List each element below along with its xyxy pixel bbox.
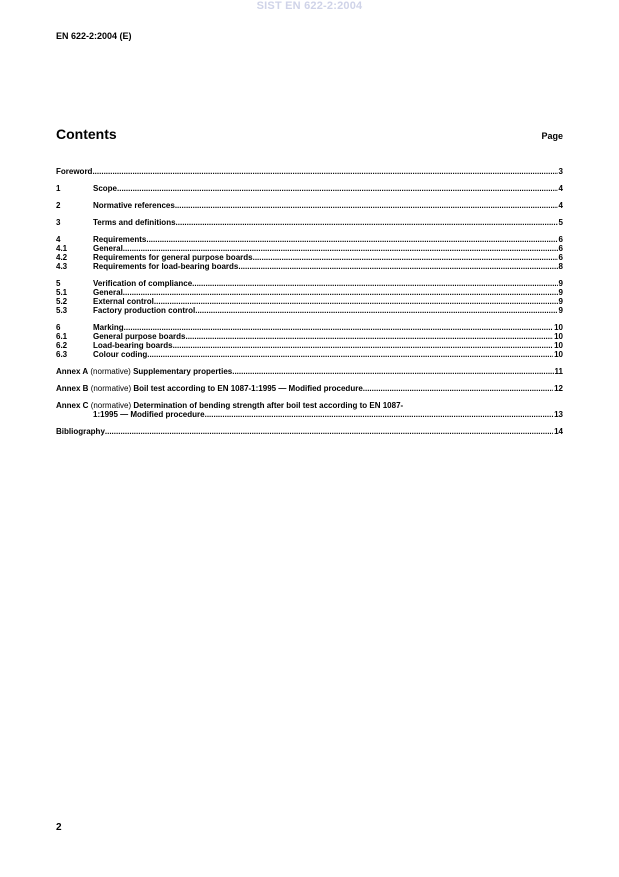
toc-entry-verification-general[interactable] bbox=[56, 288, 563, 297]
toc-page: 4 bbox=[558, 184, 563, 193]
toc-page: 6 bbox=[558, 253, 563, 262]
toc-title: Factory production control bbox=[93, 306, 196, 315]
toc-entry-requirements[interactable] bbox=[56, 235, 563, 244]
toc-page: 8 bbox=[558, 262, 563, 271]
dot-leader bbox=[363, 384, 553, 393]
toc-number: 2 bbox=[56, 201, 61, 210]
toc-entry-verification[interactable] bbox=[56, 279, 563, 288]
toc-title: External control bbox=[93, 297, 154, 306]
toc-title-continued: 1:1995 — Modified procedure bbox=[93, 410, 205, 419]
toc-number: 6 bbox=[56, 323, 61, 332]
annex-type: (normative) bbox=[90, 384, 132, 393]
table-of-contents bbox=[56, 167, 563, 436]
dot-leader bbox=[238, 262, 557, 271]
toc-number: 5.1 bbox=[56, 288, 68, 297]
toc-entry-annex-c-continued[interactable] bbox=[56, 410, 563, 419]
toc-entry-colour-coding[interactable] bbox=[56, 350, 563, 359]
toc-number: 4.2 bbox=[56, 253, 68, 262]
toc-title: Colour coding bbox=[93, 350, 148, 359]
toc-title: Requirements for load-bearing boards bbox=[93, 262, 239, 271]
toc-entry-general-purpose-requirements[interactable] bbox=[56, 253, 563, 262]
toc-title: Boil test according to EN 1087-1:1995 — Modified procedure bbox=[133, 384, 363, 393]
page-column-label: Page bbox=[541, 131, 563, 141]
annex-label: Annex B bbox=[56, 384, 89, 393]
toc-title: General bbox=[93, 288, 123, 297]
toc-number: 5.2 bbox=[56, 297, 68, 306]
toc-page: 3 bbox=[558, 167, 563, 176]
toc-page: 13 bbox=[554, 410, 563, 419]
toc-entry-annex-a[interactable] bbox=[56, 367, 563, 376]
toc-page: 10 bbox=[554, 350, 563, 359]
dot-leader bbox=[173, 341, 554, 350]
toc-number: 1 bbox=[56, 184, 61, 193]
toc-title: Determination of bending strength after boil test according to EN 1087- bbox=[133, 401, 404, 410]
dot-leader bbox=[175, 201, 558, 210]
toc-entry-load-bearing-boards[interactable] bbox=[56, 341, 563, 350]
toc-title: General purpose boards bbox=[93, 332, 186, 341]
toc-page: 10 bbox=[554, 341, 563, 350]
toc-number: 6.2 bbox=[56, 341, 68, 350]
toc-title: Verification of compliance bbox=[93, 279, 193, 288]
toc-entry-marking[interactable] bbox=[56, 323, 563, 332]
annex-label: Annex C bbox=[56, 401, 89, 410]
toc-page: 9 bbox=[558, 279, 563, 288]
toc-page: 12 bbox=[554, 384, 563, 393]
dot-leader bbox=[192, 279, 557, 288]
watermark: SIST EN 622-2:2004 bbox=[256, 0, 363, 12]
toc-number: 3 bbox=[56, 218, 61, 227]
toc-entry-load-bearing-requirements[interactable] bbox=[56, 262, 563, 271]
toc-page: 10 bbox=[554, 332, 563, 341]
dot-leader bbox=[185, 332, 553, 341]
toc-number: 4.1 bbox=[56, 244, 68, 253]
toc-entry-external-control[interactable] bbox=[56, 297, 563, 306]
toc-page: 5 bbox=[558, 218, 563, 227]
toc-page: 6 bbox=[558, 244, 563, 253]
page-number: 2 bbox=[56, 822, 62, 833]
toc-page: 14 bbox=[554, 427, 563, 436]
dot-leader bbox=[124, 323, 553, 332]
toc-entry-terms-definitions[interactable] bbox=[56, 218, 563, 227]
toc-title: General bbox=[93, 244, 123, 253]
dot-leader bbox=[154, 297, 558, 306]
toc-number: 4 bbox=[56, 235, 61, 244]
dot-leader bbox=[117, 184, 558, 193]
toc-page: 10 bbox=[554, 323, 563, 332]
toc-entry-factory-production-control[interactable] bbox=[56, 306, 563, 315]
toc-entry-foreword[interactable] bbox=[56, 167, 563, 176]
toc-entry-bibliography[interactable] bbox=[56, 427, 563, 436]
annex-type: (normative) bbox=[90, 401, 132, 410]
toc-number: 4.3 bbox=[56, 262, 68, 271]
toc-title: Supplementary properties bbox=[133, 367, 233, 376]
dot-leader bbox=[123, 244, 558, 253]
annex-label: Annex A bbox=[56, 367, 89, 376]
toc-entry-annex-b[interactable] bbox=[56, 384, 563, 393]
toc-title: Marking bbox=[93, 323, 124, 332]
dot-leader bbox=[205, 410, 554, 419]
toc-entry-general-purpose-boards[interactable] bbox=[56, 332, 563, 341]
toc-title: Requirements for general purpose boards bbox=[93, 253, 253, 262]
dot-leader bbox=[195, 306, 557, 315]
toc-entry-scope[interactable] bbox=[56, 184, 563, 193]
dot-leader bbox=[123, 288, 558, 297]
dot-leader bbox=[105, 427, 553, 436]
toc-page: 9 bbox=[558, 297, 563, 306]
toc-page: 4 bbox=[558, 201, 563, 210]
toc-page: 6 bbox=[558, 235, 563, 244]
dot-leader bbox=[232, 367, 553, 376]
toc-title: Bibliography bbox=[56, 427, 105, 436]
toc-number: 5 bbox=[56, 279, 61, 288]
toc-title: Requirements bbox=[93, 235, 147, 244]
toc-page: 11 bbox=[554, 367, 563, 376]
toc-page: 9 bbox=[558, 306, 563, 315]
dot-leader bbox=[146, 235, 557, 244]
toc-page: 9 bbox=[558, 288, 563, 297]
document-id: EN 622-2:2004 (E) bbox=[56, 31, 132, 41]
annex-type: (normative) bbox=[90, 367, 131, 376]
toc-title: Normative references bbox=[93, 201, 175, 210]
dot-leader bbox=[147, 350, 553, 359]
toc-entry-annex-c[interactable] bbox=[56, 401, 563, 410]
toc-title: Load-bearing boards bbox=[93, 341, 173, 350]
toc-title: Foreword bbox=[56, 167, 93, 176]
dot-leader bbox=[176, 218, 558, 227]
dot-leader bbox=[92, 167, 557, 176]
contents-title: Contents bbox=[56, 126, 117, 142]
dot-leader bbox=[253, 253, 558, 262]
toc-entry-requirements-general[interactable] bbox=[56, 244, 563, 253]
toc-number: 6.3 bbox=[56, 350, 68, 359]
toc-number: 6.1 bbox=[56, 332, 68, 341]
toc-entry-normative-references[interactable] bbox=[56, 201, 563, 210]
toc-title: Terms and definitions bbox=[93, 218, 176, 227]
toc-number: 5.3 bbox=[56, 306, 68, 315]
toc-title: Scope bbox=[93, 184, 118, 193]
